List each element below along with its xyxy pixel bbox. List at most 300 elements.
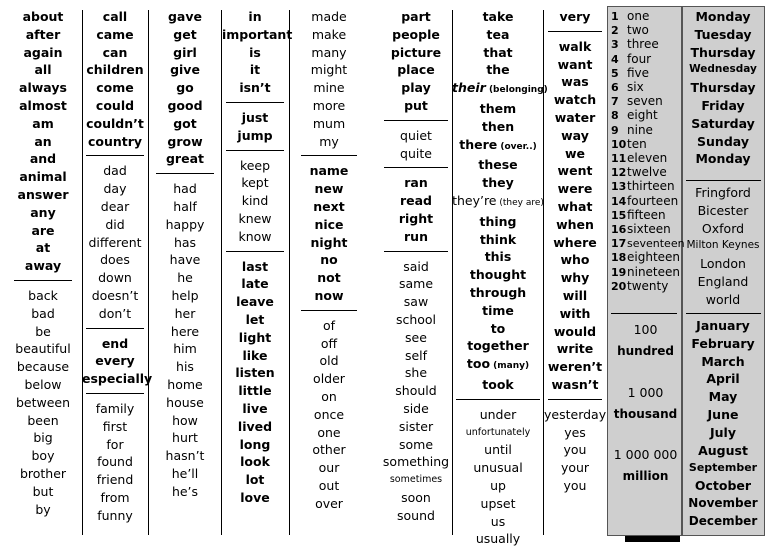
sight-word: does [100,252,130,268]
months-item: June [707,406,739,422]
sight-word: nice [314,216,344,232]
sight-word: put [404,97,428,113]
months-list [683,317,763,531]
group-divider [384,167,448,168]
sight-word: she [404,365,428,381]
sight-word: house [166,394,204,410]
number-word-row [611,23,649,38]
number-word-row [611,222,671,237]
number-digit: 4 [611,52,619,66]
word-column-a-b [10,8,76,518]
sight-word: let [245,311,265,327]
sight-word: half [173,198,197,214]
sight-word: read [399,193,433,209]
sight-word: almost [19,97,67,113]
sight-word: was [561,74,589,90]
sight-word: end [101,335,129,351]
sight-word: took [482,376,514,392]
sight-word: name [309,163,349,179]
sight-word: big [33,430,53,446]
sight-word: is [249,44,261,60]
sight-word: weren’t [547,359,603,375]
number-word-row [611,165,667,180]
sight-word: run [404,228,428,244]
sight-word: no [320,252,338,268]
sight-word: quiet [400,127,432,143]
sight-word: part [401,9,431,24]
sight-word: beautiful [15,341,71,357]
number-word-row [611,179,675,194]
group-divider [301,155,357,156]
sight-word: school [395,311,437,327]
days-divider [686,180,761,181]
months-item: November [688,495,758,510]
sight-word: too (many) [466,356,530,372]
sight-word: get [173,26,197,42]
sight-word: night [310,234,348,250]
sight-word: other [312,442,346,458]
sight-word: happy [165,216,205,232]
sight-word: under [479,406,517,422]
sight-word: funny [97,507,133,523]
number-word: twelve [627,165,667,180]
sight-word: made [311,9,347,24]
number-digit: 20 [611,279,627,293]
sight-word: family [95,400,135,416]
number-word: fifteen [627,207,666,222]
sight-word: we [564,145,586,161]
sight-word: unfortunately [465,426,531,438]
sight-word: doesn’t [91,287,139,303]
sight-word: important [222,26,293,42]
group-divider [456,399,540,400]
sight-word: boy [31,448,55,464]
sight-word: went [557,163,593,179]
sight-word: can [102,44,128,60]
number-digit: 3 [611,38,619,52]
sight-word: from [100,489,130,505]
sight-word: this [484,249,512,265]
sight-word: leave [236,294,274,310]
number-word: nineteen [627,264,681,279]
word-column-t-u [452,8,548,548]
word-note: (belonging) [485,85,548,96]
word-column-v-y [544,8,606,495]
places-item: Bicester [697,202,749,218]
sight-word: through [469,284,527,300]
number-digit: 17 [611,237,627,251]
places-item: Milton Keynes [686,239,760,252]
months-item: April [706,371,740,387]
sight-word: your [560,460,590,476]
sight-word: then [481,118,515,134]
sight-word: and [29,151,57,167]
sight-word: keep [239,157,271,173]
word-column-m-o [297,8,361,513]
sight-word: by [35,501,51,517]
big-number-value: 1 000 [627,385,664,400]
sight-word: their (belonging) [452,80,548,96]
sight-word: not [317,270,341,286]
sight-word: found [97,454,133,470]
group-divider [226,251,284,252]
word-column-c-f [82,8,153,525]
sight-word: lot [245,472,265,488]
sight-word: dear [100,198,130,214]
months-item: August [698,442,748,458]
number-word-row [611,66,649,81]
sight-word: my [319,133,339,149]
number-word: nine [627,122,653,137]
sight-word: walk [558,38,592,54]
days-item: Monday [695,151,751,167]
sight-word: he’s [171,483,199,499]
sight-word: has [173,234,197,250]
big-number-value: 100 [633,322,658,337]
sight-word: the [486,62,510,78]
group-divider [384,120,448,121]
number-digit: 13 [611,180,627,194]
number-word-row [611,151,667,166]
sight-word: late [241,276,269,292]
sight-word: light [238,329,272,345]
number-word: four [627,51,652,66]
sight-word: think [479,231,517,247]
sight-word: different [88,234,142,250]
number-word: seven [627,94,663,109]
sight-word: people [392,26,440,42]
number-word-row [611,208,666,223]
sight-word: at [35,240,51,256]
places-divider [686,313,761,314]
sight-word: play [401,80,431,96]
sight-word: love [240,489,270,505]
number-word: three [627,37,659,52]
sight-word: call [102,9,128,24]
sight-word: last [241,258,269,274]
sight-word: any [30,204,56,220]
number-word: two [627,23,649,38]
sight-word: below [24,376,62,392]
places-item: England [697,273,749,289]
sight-word: upset [480,495,516,511]
number-word: one [627,9,650,23]
number-digit: 8 [611,109,619,123]
number-word: ten [627,136,647,151]
sight-word: there (over..) [459,136,537,152]
sight-word: our [318,460,340,476]
sight-word: who [560,252,590,268]
number-word-row [611,37,659,52]
sight-word: might [310,62,348,78]
sight-word: out [318,477,340,493]
sight-word: you [563,477,587,493]
sight-word: want [557,56,593,72]
months-item: October [694,478,752,494]
sight-word: he’ll [171,465,199,481]
word-column-i-l [222,8,293,507]
sight-word: kind [241,193,269,209]
sight-word: tea [486,26,510,42]
sight-word: especially [82,371,153,387]
sight-word: side [403,400,429,416]
number-word: sixteen [627,222,671,236]
word-column-p-s [380,8,452,525]
group-divider [548,31,602,32]
sight-word: one [317,424,341,440]
months-item: September [688,461,758,475]
number-digit: 14 [611,194,627,208]
sight-word: hurt [172,430,198,446]
group-divider [301,310,357,311]
number-word-row [611,137,647,152]
number-digit: 11 [611,152,627,165]
number-word: fourteen [627,193,679,208]
sight-word: but [32,483,54,499]
sight-word: his [176,359,194,375]
days-item: Friday [701,97,745,113]
sight-word: came [96,26,134,42]
months-item: January [696,318,750,333]
group-divider [86,155,144,156]
number-word-row [611,123,653,138]
big-number-value: 1 000 000 [613,447,678,462]
sight-word: once [313,406,345,422]
sight-word: take [482,9,514,24]
sight-word: all [34,62,52,78]
sight-word: yes [564,424,586,440]
sight-word: back [28,287,58,303]
sight-word: kept [241,175,269,191]
sight-word: saw [403,294,429,310]
sight-word: go [176,80,194,96]
sight-word: answer [17,186,69,202]
group-divider [156,173,214,174]
word-note: (over..) [497,141,537,152]
sight-word: lived [237,418,273,434]
sight-word: something [382,454,450,470]
number-word: eleven [627,151,668,165]
word-column-g-h [152,8,218,501]
sight-word: should [395,383,437,399]
days-item: Tuesday [694,26,752,42]
sight-word: they [482,175,514,191]
number-word-row [611,265,680,280]
sight-word: them [479,100,517,116]
number-digit: 7 [611,95,619,109]
sight-word: new [314,181,344,197]
number-word-row [611,194,678,209]
sight-word: be [35,323,51,339]
number-digit: 9 [611,123,619,137]
sight-word: knew [238,210,272,226]
number-word-row [611,250,680,265]
sight-word: together [467,338,529,354]
sight-word: make [311,26,347,42]
sight-word: where [553,234,597,250]
days-item: Monday [695,9,751,24]
sight-word: of [322,317,336,333]
sight-word: long [239,436,271,452]
sight-word: will [562,287,588,303]
group-divider [86,393,144,394]
sight-word: down [98,270,132,286]
sight-word: bad [31,305,55,321]
bottom-bar [625,536,680,542]
sight-word: away [24,258,62,274]
group-divider [548,399,602,400]
sight-word: live [242,400,268,416]
places-item: Oxford [701,220,745,236]
number-word: eight [627,108,658,123]
sight-word: listen [235,365,275,381]
sight-word: her [174,305,196,321]
months-item: March [701,353,745,369]
months-item: December [688,513,758,528]
column-divider [289,10,290,535]
sight-word: what [557,198,593,214]
sight-word: got [173,115,197,131]
sight-word: off [320,335,338,351]
sight-word: after [25,26,61,42]
sight-word: animal [19,169,67,185]
sight-word: have [169,252,201,268]
sight-word: about [22,9,64,24]
sight-word: friend [96,472,134,488]
sight-word: next [313,198,345,214]
sight-word: write [556,341,594,357]
number-word: thirteen [627,179,675,194]
sight-word: jump [237,127,273,143]
sight-word: he [177,270,193,286]
sight-word: that [483,44,513,60]
sight-word: now [314,287,344,303]
sight-word: brother [19,465,67,481]
sight-word: first [102,418,128,434]
sight-word: us [490,513,506,529]
number-word: twenty [627,278,669,293]
number-digit: 16 [611,223,627,236]
number-word-row [611,94,663,109]
sight-word: for [106,436,124,452]
sight-word: mum [312,115,346,131]
number-word-row [611,279,668,294]
big-numbers-divider [611,313,677,314]
sight-word: look [240,454,270,470]
sight-word: they’re (they are) [452,192,544,208]
number-digit: 10 [611,137,627,151]
sight-word: time [482,302,514,318]
days-item: Saturday [691,115,755,131]
sight-word: sometimes [389,474,443,486]
number-digit: 12 [611,166,627,180]
sight-word: usually [475,531,521,547]
word-note: (many) [490,361,530,372]
places-item: London [700,256,746,272]
column-divider [148,10,149,535]
sight-word: hasn’t [165,448,205,464]
sight-word: thing [479,213,517,229]
sight-word: just [241,109,269,125]
number-digit: 5 [611,66,619,80]
sight-word: thought [469,267,527,283]
sight-word: older [313,371,345,387]
group-divider [384,251,448,252]
sight-word: children [86,62,144,78]
months-item: May [708,389,738,405]
sight-word: ran [404,175,428,191]
sight-word: in [248,9,262,24]
sight-word: to [490,320,506,336]
sight-word: watch [553,92,597,108]
sight-word: come [96,80,134,96]
sight-word: were [557,181,593,197]
sight-word: between [15,394,71,410]
days-item: Thursday [690,80,756,96]
places-list [683,184,763,309]
sight-word: been [27,412,59,428]
number-word-row [611,9,649,24]
number-word-row [611,80,644,95]
number-word: six [627,80,644,94]
sight-word: how [172,412,198,428]
sight-word: place [397,62,435,78]
sight-word: more [312,97,346,113]
places-item: Fringford [695,185,751,200]
days-item: Sunday [697,133,749,149]
days-item: Wednesday [689,63,757,76]
group-divider [226,102,284,103]
sight-word: quite [400,145,432,161]
sight-word: great [165,151,204,167]
sight-word: like [242,347,268,363]
sight-word: day [103,181,127,197]
sight-word: always [19,80,67,96]
number-word-row [611,236,685,251]
number-digit: 19 [611,265,627,279]
sight-word: would [553,323,597,339]
sight-word: many [311,44,347,60]
sight-word: old [319,353,339,369]
sight-word: sister [398,418,434,434]
group-divider [86,328,144,329]
sight-word: here [170,323,200,339]
sight-word: unusual [473,460,523,476]
sight-word: on [321,388,337,404]
months-item: July [710,424,736,440]
sight-word: dad [103,163,127,179]
number-word: five [627,65,650,80]
sight-word: him [173,341,197,357]
sight-word: these [478,157,518,173]
sight-word: when [556,216,594,232]
months-item: February [691,335,755,351]
big-number-word: million [622,469,669,483]
sight-word: way [561,127,589,143]
sight-word: wasn’t [551,376,599,392]
sight-word: some [398,436,434,452]
sight-word: home [167,376,203,392]
days-list [683,8,763,168]
sight-word: could [95,97,135,113]
sight-word: soon [401,489,431,505]
sight-word: see [405,329,427,345]
sight-word: mine [313,80,345,96]
sight-word: over [315,495,343,511]
sight-word: had [173,181,197,197]
sight-word: why [560,270,590,286]
word-note: (they are) [496,197,544,208]
